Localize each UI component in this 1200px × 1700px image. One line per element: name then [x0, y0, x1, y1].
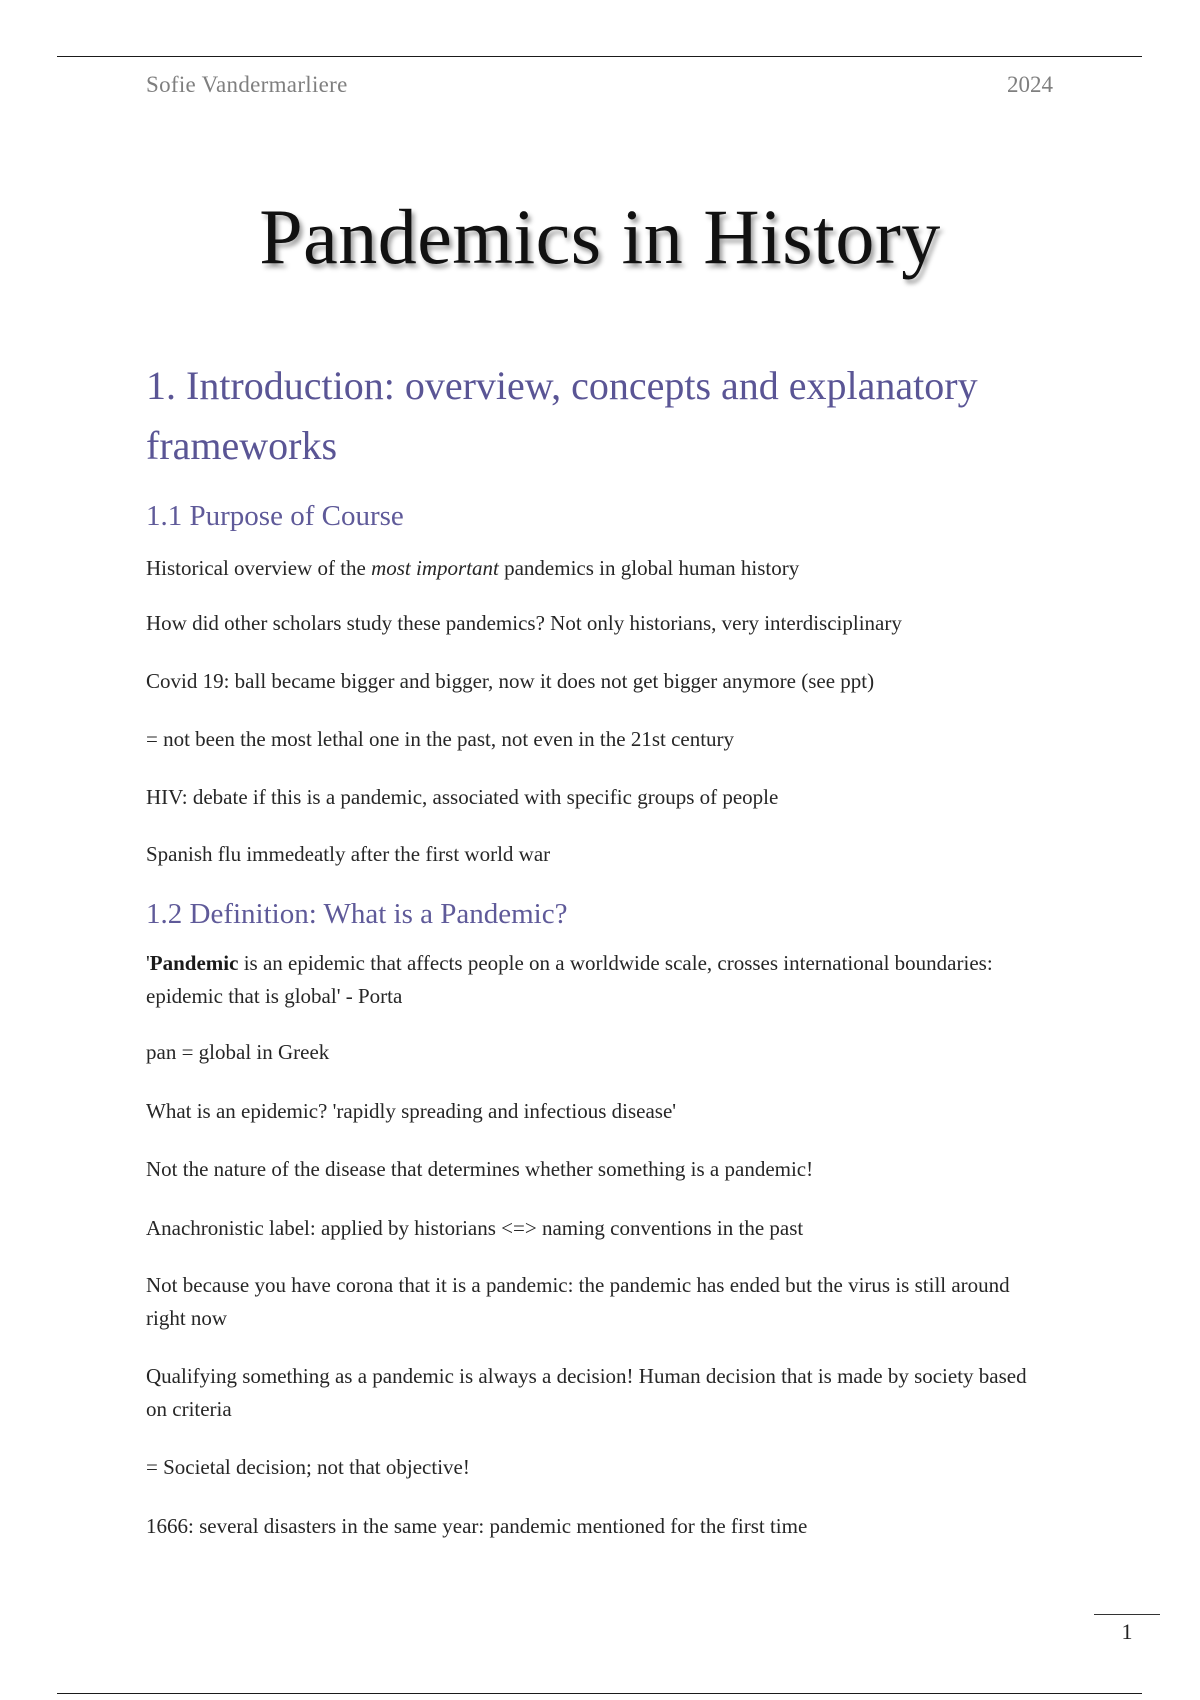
document-title: Pandemics in History	[259, 193, 941, 280]
paragraph-text: Historical overview of the	[146, 556, 372, 580]
paragraph: What is an epidemic? 'rapidly spreading and infectious disease'	[146, 1099, 677, 1123]
paragraph: Spanish flu immedeatly after the first world war	[146, 842, 551, 866]
paragraph: Not the nature of the disease that determines whether something is a pandemic!	[146, 1157, 814, 1181]
header-rule	[57, 56, 1142, 57]
section-heading-introduction: 1. Introduction: overview, concepts and explanatory frameworks	[146, 363, 978, 468]
paragraph: Not because you have corona that it is a pandemic: the pandemic has ended but the virus is still around right now	[146, 1273, 1010, 1330]
paragraph: = Societal decision; not that objective!	[146, 1455, 470, 1479]
paragraph: 1666: several disasters in the same year: pandemic mentioned for the first time	[146, 1514, 808, 1538]
header-year: 2024	[1007, 72, 1053, 97]
subsection-heading-purpose: 1.1 Purpose of Course	[146, 500, 404, 532]
paragraph: = not been the most lethal one in the past, not even in the 21st century	[146, 727, 735, 751]
paragraph	[146, 947, 1051, 1013]
paragraph-text: pandemics in global human history	[498, 556, 800, 580]
paragraph	[146, 552, 1051, 585]
paragraph-text: is an epidemic that affects people on a worldwide scale, crosses international boundaries: epidemic that is global' - Porta	[146, 951, 993, 1008]
paragraph-text: '	[146, 951, 150, 975]
paragraph: HIV: debate if this is a pandemic, associated with specific groups of people	[146, 785, 779, 809]
paragraph: Covid 19: ball became bigger and bigger, now it does not get bigger anymore (see ppt)	[146, 669, 875, 693]
paragraph: How did other scholars study these pandemics? Not only historians, very interdisciplinary	[146, 611, 902, 635]
bold-term: Pandemic	[149, 951, 239, 975]
header-author: Sofie Vandermarliere	[146, 72, 348, 97]
emphasis-text: most important	[371, 556, 499, 580]
paragraph: Qualifying something as a pandemic is always a decision! Human decision that is made by society based on criteria	[146, 1364, 1027, 1421]
paragraph: Anachronistic label: applied by historians <=> naming conventions in the past	[146, 1216, 804, 1240]
footer-rule	[57, 1693, 1142, 1694]
page-number-rule	[1094, 1614, 1160, 1615]
paragraph: pan = global in Greek	[146, 1040, 330, 1064]
page-number: 1	[1121, 1619, 1133, 1644]
subsection-heading-definition: 1.2 Definition: What is a Pandemic?	[146, 898, 568, 930]
